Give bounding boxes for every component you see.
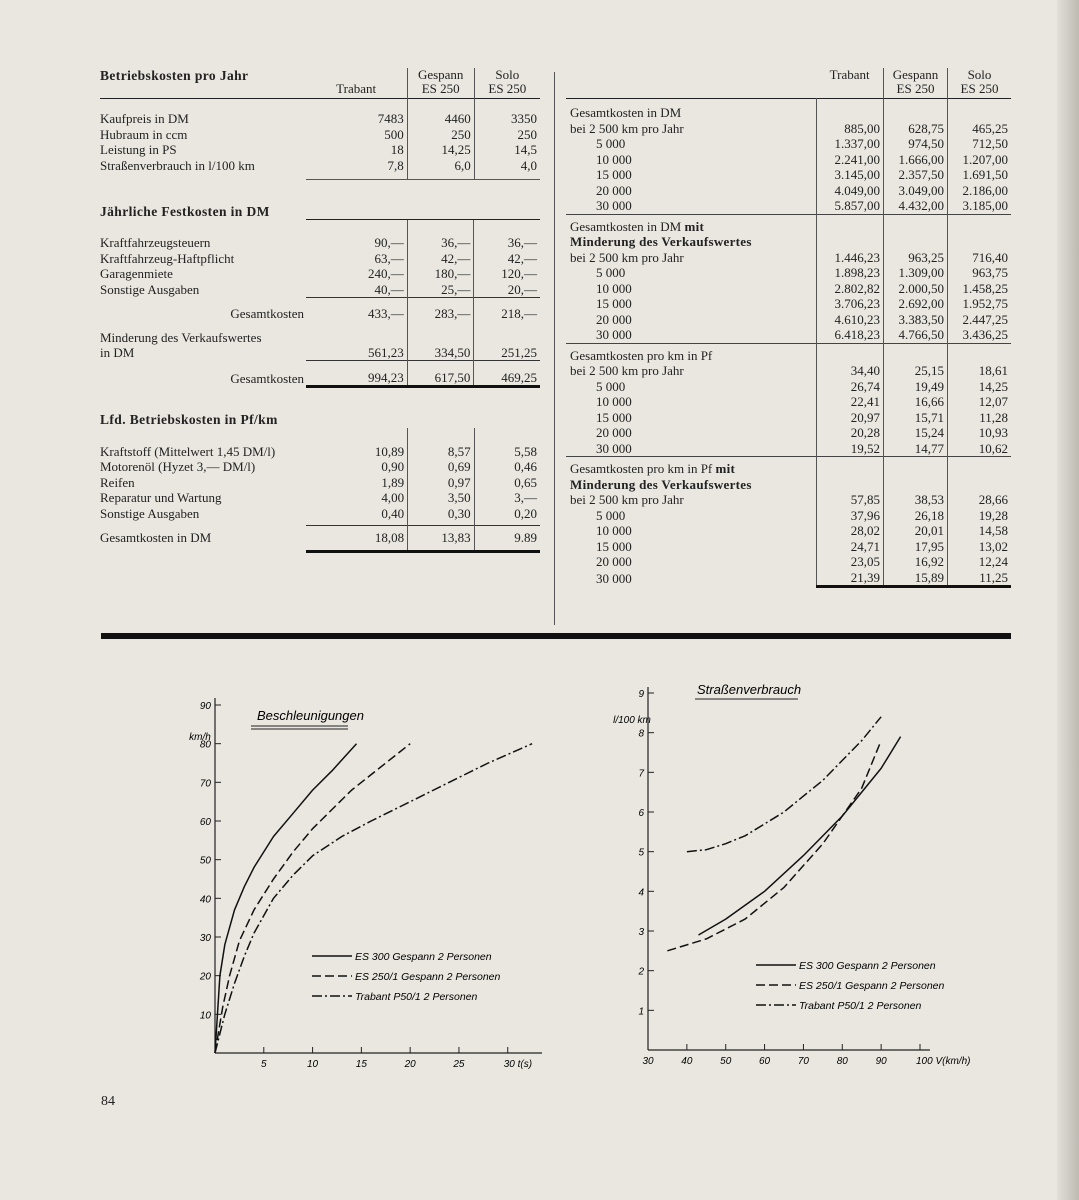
y-tick-label: 10 bbox=[199, 1010, 211, 1022]
x-tick-label: 30 t(s) bbox=[503, 1059, 533, 1070]
km-row-label: 5 000 bbox=[596, 378, 626, 394]
legend-entry: ES 250/1 Gespann 2 Personen bbox=[355, 971, 501, 983]
km-row-value: 3.383,50 bbox=[884, 312, 948, 328]
km-row-value: 974,50 bbox=[884, 136, 948, 152]
betriebskosten-table bbox=[100, 68, 540, 180]
table-row bbox=[566, 492, 1011, 508]
series-line bbox=[215, 744, 357, 1053]
y-tick-label: 4 bbox=[638, 887, 644, 899]
section-divider-bar bbox=[101, 633, 1011, 639]
km-row-value: 18,61 bbox=[948, 363, 1012, 379]
y-tick-label: 30 bbox=[199, 933, 211, 944]
km-row-value: 21,39 bbox=[816, 570, 883, 587]
km-row-value: 4.766,50 bbox=[884, 327, 948, 343]
cost-row-value: 25,— bbox=[407, 282, 474, 298]
table-row bbox=[100, 111, 540, 127]
header-gespann: Gespann ES 250 bbox=[407, 68, 474, 99]
x-tick-label: 80 bbox=[836, 1056, 848, 1067]
block-title-row bbox=[566, 457, 1011, 493]
minderung-trabant: 561,23 bbox=[368, 344, 404, 360]
block-title-row bbox=[566, 343, 1011, 363]
y-tick-label: 20 bbox=[199, 971, 211, 983]
x-tick-label: 50 bbox=[720, 1056, 732, 1067]
legend-entry: ES 250/1 Gespann 2 Personen bbox=[799, 980, 945, 992]
cost-row-value: 0,90 bbox=[381, 459, 405, 474]
km-row-value: 13,02 bbox=[948, 539, 1012, 555]
km-row-value: 23,05 bbox=[816, 554, 883, 570]
cost-row-label: Kraftfahrzeugsteuern bbox=[100, 235, 211, 250]
cost-row-value: 0,97 bbox=[408, 475, 475, 491]
km-row-value: 1.309,00 bbox=[884, 265, 948, 281]
left-cost-tables bbox=[100, 68, 540, 553]
cost-row-label: Leistung in PS bbox=[100, 142, 177, 157]
km-row-value: 1.446,23 bbox=[816, 250, 883, 266]
km-row-value: 6.418,23 bbox=[816, 327, 883, 343]
km-row-value: 19,28 bbox=[948, 508, 1012, 524]
km-row-value: 26,18 bbox=[884, 508, 948, 524]
km-row-value: 15,71 bbox=[884, 410, 948, 426]
chart1-title: Beschleunigungen bbox=[257, 708, 364, 723]
km-row-value: 28,66 bbox=[948, 492, 1012, 508]
km-row-value: 2.692,00 bbox=[884, 296, 948, 312]
km-row-value: 15,89 bbox=[884, 570, 948, 587]
cost-row-label: Straßenverbrauch in l/100 km bbox=[100, 157, 255, 173]
km-row-value: 17,95 bbox=[884, 539, 948, 555]
km-row-label: 10 000 bbox=[596, 280, 632, 296]
cost-row-value: 10,89 bbox=[374, 443, 405, 459]
cost-row-value: 4460 bbox=[407, 111, 474, 127]
km-row-value: 14,58 bbox=[948, 523, 1012, 539]
cost-row-value: 3,50 bbox=[408, 490, 475, 506]
cost-row-value: 7,8 bbox=[387, 157, 404, 173]
series-line bbox=[215, 744, 532, 1053]
header-trabant: Trabant bbox=[336, 81, 377, 96]
km-row-value: 4.610,23 bbox=[816, 312, 883, 328]
km-row-value: 1.691,50 bbox=[948, 167, 1012, 183]
cost-row-label: Hubraum in ccm bbox=[100, 126, 188, 142]
km-row-value: 16,92 bbox=[884, 554, 948, 570]
cost-row-label: Motorenöl (Hyzet 3,— DM/l) bbox=[100, 459, 256, 474]
table-row bbox=[566, 363, 1011, 379]
km-row-value: 25,15 bbox=[884, 363, 948, 379]
km-row-value: 37,96 bbox=[816, 508, 883, 524]
km-row-label: 15 000 bbox=[596, 296, 632, 311]
km-row-value: 1.458,25 bbox=[948, 281, 1012, 297]
table-row bbox=[100, 490, 540, 506]
cost-row-value: 8,57 bbox=[408, 444, 475, 460]
km-row-label: 10 000 bbox=[596, 523, 632, 538]
cost-row-value: 0,69 bbox=[408, 459, 475, 475]
km-row-value: 2.357,50 bbox=[884, 167, 948, 183]
km-row-value: 4.432,00 bbox=[884, 198, 948, 214]
table-row bbox=[566, 539, 1011, 555]
km-row-value: 38,53 bbox=[884, 492, 948, 508]
y-tick-label: 5 bbox=[638, 847, 644, 859]
cost-row-label: Sonstige Ausgaben bbox=[100, 282, 200, 297]
cost-row-value: 3350 bbox=[474, 111, 540, 127]
minderung-label: Minderung des Verkaufswertes in DM bbox=[100, 329, 262, 360]
km-row-label: 15 000 bbox=[596, 167, 632, 182]
series-line bbox=[687, 717, 881, 852]
km-row-label: 15 000 bbox=[596, 538, 632, 554]
festkosten-table bbox=[100, 204, 540, 389]
km-row-label: bei 2 500 km pro Jahr bbox=[570, 120, 684, 136]
cost-row-value: 4,0 bbox=[474, 158, 540, 174]
block-title: Gesamtkosten pro km in Pf bbox=[566, 343, 816, 363]
km-row-value: 15,24 bbox=[884, 425, 948, 441]
x-tick-label: 90 bbox=[875, 1056, 887, 1067]
km-row-value: 16,66 bbox=[884, 394, 948, 410]
y-tick-label: 8 bbox=[638, 728, 644, 740]
km-row-label: 5 000 bbox=[596, 136, 626, 151]
cost-row-value: 4,00 bbox=[381, 490, 405, 505]
km-row-label: 30 000 bbox=[596, 571, 632, 586]
strassenverbrauch-chart bbox=[610, 675, 1010, 1080]
cost-row-label: Kraftfahrzeug-Haftpflicht bbox=[100, 250, 235, 266]
cost-row-label: Kaufpreis in DM bbox=[100, 111, 189, 126]
cost-row-value: 18 bbox=[390, 142, 404, 157]
cost-row-value: 500 bbox=[384, 126, 404, 142]
km-row-value: 2.186,00 bbox=[948, 183, 1012, 199]
table-row bbox=[566, 312, 1011, 328]
table-row bbox=[566, 281, 1011, 297]
minderung-solo: 251,25 bbox=[474, 330, 540, 361]
table-row bbox=[566, 410, 1011, 426]
km-row-value: 2.802,82 bbox=[816, 281, 883, 297]
table-row bbox=[100, 475, 540, 491]
km-row-value: 19,52 bbox=[816, 441, 883, 457]
km-row-label: 15 000 bbox=[596, 409, 632, 425]
cost-row-value: 40,— bbox=[374, 281, 404, 297]
right-header-gespann: Gespann ES 250 bbox=[884, 68, 948, 99]
cost-row-label: Kraftstoff (Mittelwert 1,45 DM/l) bbox=[100, 443, 276, 459]
km-row-value: 1.337,00 bbox=[816, 136, 883, 152]
y-tick-label: 60 bbox=[199, 817, 211, 828]
cost-row-value: 0,46 bbox=[474, 459, 540, 475]
km-row-value: 20,97 bbox=[816, 410, 883, 426]
y-tick-label: 2 bbox=[638, 966, 644, 978]
table-row bbox=[100, 251, 540, 267]
festkosten-total-gespann: 283,— bbox=[407, 298, 474, 322]
table-row bbox=[566, 265, 1011, 281]
km-row-label: 10 000 bbox=[596, 394, 632, 409]
km-row-label: 20 000 bbox=[596, 182, 632, 198]
cost-row-value: 42,— bbox=[407, 251, 474, 267]
lfd-total-gespann: 13,83 bbox=[408, 525, 475, 551]
km-row-value: 19,49 bbox=[884, 379, 948, 395]
table-row bbox=[566, 136, 1011, 152]
series-line bbox=[699, 737, 901, 935]
sec1-title: Betriebskosten pro Jahr bbox=[100, 68, 249, 83]
table-row bbox=[566, 508, 1011, 524]
cost-row-value: 0,65 bbox=[474, 475, 540, 491]
km-row-value: 10,62 bbox=[948, 441, 1012, 457]
km-row-value: 3.706,23 bbox=[816, 296, 883, 312]
cost-row-value: 120,— bbox=[474, 266, 540, 282]
cost-row-value: 0,20 bbox=[474, 506, 540, 522]
block-title-row bbox=[566, 214, 1011, 250]
km-row-value: 11,25 bbox=[948, 570, 1012, 587]
cost-row-value: 250 bbox=[474, 127, 540, 143]
cost-row-value: 63,— bbox=[374, 250, 404, 266]
km-row-value: 716,40 bbox=[948, 250, 1012, 266]
table-row bbox=[100, 444, 540, 460]
table-row bbox=[100, 127, 540, 143]
table-row bbox=[566, 198, 1011, 214]
festkosten-total-trabant: 433,— bbox=[306, 298, 407, 322]
km-row-value: 885,00 bbox=[816, 121, 883, 137]
table-row bbox=[566, 152, 1011, 168]
lfd-total-trabant: 18,08 bbox=[306, 525, 408, 551]
x-tick-label: 40 bbox=[681, 1056, 693, 1067]
block-title: Gesamtkosten in DM mit Minderung des Verkaufswertes bbox=[566, 214, 816, 250]
right-header-solo: Solo ES 250 bbox=[948, 68, 1012, 99]
table-row bbox=[566, 394, 1011, 410]
km-row-value: 3.049,00 bbox=[884, 183, 948, 199]
km-row-label: bei 2 500 km pro Jahr bbox=[570, 363, 684, 378]
km-row-label: 10 000 bbox=[596, 151, 632, 167]
y-tick-label: 1 bbox=[638, 1006, 644, 1018]
table-row bbox=[566, 379, 1011, 395]
right-cost-tables bbox=[566, 68, 1011, 588]
km-row-value: 12,07 bbox=[948, 394, 1012, 410]
table-row bbox=[566, 554, 1011, 570]
cost-row-value: 14,5 bbox=[474, 142, 540, 158]
sec2-title: Jährliche Festkosten in DM bbox=[100, 203, 270, 219]
km-row-value: 963,25 bbox=[884, 250, 948, 266]
km-row-value: 5.857,00 bbox=[816, 198, 883, 214]
table-row bbox=[566, 296, 1011, 312]
y-tick-label: 90 bbox=[199, 701, 211, 712]
y-axis-label: km/h bbox=[189, 732, 211, 743]
km-row-label: 20 000 bbox=[596, 425, 632, 440]
lfd-total-label: Gesamtkosten in DM bbox=[100, 530, 212, 546]
table-row bbox=[566, 441, 1011, 457]
km-row-value: 20,28 bbox=[816, 425, 883, 441]
y-tick-label: 80 bbox=[199, 739, 211, 751]
cost-row-value: 240,— bbox=[368, 266, 404, 281]
cost-row-value: 5,58 bbox=[474, 444, 540, 460]
column-separator bbox=[554, 72, 555, 625]
x-tick-label: 60 bbox=[759, 1056, 771, 1067]
gesamt-total-solo: 469,25 bbox=[474, 361, 540, 387]
km-row-label: 30 000 bbox=[596, 327, 632, 342]
km-row-value: 3.145,00 bbox=[816, 167, 883, 183]
km-row-label: 5 000 bbox=[596, 507, 626, 523]
cost-row-value: 0,40 bbox=[381, 505, 405, 521]
km-row-value: 12,24 bbox=[948, 554, 1012, 570]
table-row bbox=[566, 121, 1011, 137]
km-row-label: 30 000 bbox=[596, 198, 632, 213]
minderung-gespann: 334,50 bbox=[407, 330, 474, 361]
block-title: Gesamtkosten in DM bbox=[570, 105, 682, 120]
km-row-label: 5 000 bbox=[596, 265, 626, 280]
gesamt-total-trabant: 994,23 bbox=[306, 361, 407, 387]
x-tick-label: 25 bbox=[453, 1059, 465, 1070]
paper-edge-shadow bbox=[1057, 0, 1079, 1200]
km-row-label: 20 000 bbox=[596, 554, 632, 569]
cost-row-value: 6,0 bbox=[407, 158, 474, 174]
festkosten-total-label: Gesamtkosten bbox=[230, 306, 305, 321]
cost-row-value: 1,89 bbox=[381, 474, 405, 490]
table-row bbox=[566, 250, 1011, 266]
table-row bbox=[566, 327, 1011, 343]
gesamt-total-gespann: 617,50 bbox=[407, 361, 474, 387]
cost-row-label: Sonstige Ausgaben bbox=[100, 505, 200, 521]
km-row-value: 2.000,50 bbox=[884, 281, 948, 297]
table-row bbox=[100, 142, 540, 158]
x-tick-label: 15 bbox=[355, 1059, 367, 1070]
gesamtkosten-table bbox=[566, 68, 1011, 588]
y-tick-label: 6 bbox=[638, 808, 644, 819]
series-line bbox=[667, 741, 881, 951]
block-title-row bbox=[566, 99, 1011, 121]
block-title: Gesamtkosten pro km in Pf mit Minderung des Verkaufswertes bbox=[566, 457, 816, 493]
cost-row-value: 20,— bbox=[474, 282, 540, 298]
km-row-value: 24,71 bbox=[816, 539, 883, 555]
table-row bbox=[100, 266, 540, 282]
km-row-value: 1.898,23 bbox=[816, 265, 883, 281]
km-row-value: 3.185,00 bbox=[948, 198, 1012, 214]
table-row bbox=[100, 459, 540, 475]
km-row-value: 20,01 bbox=[884, 523, 948, 539]
cost-row-value: 14,25 bbox=[407, 142, 474, 158]
festkosten-total-solo: 218,— bbox=[474, 298, 540, 322]
x-tick-label: 30 bbox=[642, 1056, 654, 1067]
cost-row-label: Reifen bbox=[100, 474, 135, 490]
cost-row-label: Garagenmiete bbox=[100, 266, 173, 281]
km-row-value: 628,75 bbox=[884, 121, 948, 137]
km-row-value: 34,40 bbox=[816, 363, 883, 379]
cost-row-value: 42,— bbox=[474, 251, 540, 267]
cost-row-value: 180,— bbox=[407, 266, 474, 282]
x-tick-label: 100 V(km/h) bbox=[916, 1056, 971, 1067]
table-row bbox=[566, 523, 1011, 539]
y-tick-label: 50 bbox=[199, 855, 211, 867]
km-row-value: 465,25 bbox=[948, 121, 1012, 137]
table-row bbox=[100, 235, 540, 251]
legend-entry: Trabant P50/1 2 Personen bbox=[355, 991, 478, 1003]
table-row bbox=[566, 425, 1011, 441]
km-row-value: 963,75 bbox=[948, 265, 1012, 281]
km-row-value: 1.666,00 bbox=[884, 152, 948, 168]
km-row-value: 1.952,75 bbox=[948, 296, 1012, 312]
km-row-value: 1.207,00 bbox=[948, 152, 1012, 168]
y-tick-label: 3 bbox=[638, 927, 644, 938]
cost-row-value: 36,— bbox=[474, 235, 540, 251]
right-header-trabant: Trabant bbox=[829, 67, 870, 82]
gesamt-total-label: Gesamtkosten bbox=[230, 371, 305, 386]
legend-entry: ES 300 Gespann 2 Personen bbox=[355, 951, 492, 963]
km-row-value: 10,93 bbox=[948, 425, 1012, 441]
table-row bbox=[100, 282, 540, 298]
cost-row-value: 36,— bbox=[407, 235, 474, 251]
lfd-betriebskosten-table bbox=[100, 412, 540, 553]
y-tick-label: 9 bbox=[638, 689, 644, 700]
km-row-value: 11,28 bbox=[948, 410, 1012, 426]
table-row bbox=[566, 167, 1011, 183]
legend-entry: ES 300 Gespann 2 Personen bbox=[799, 960, 936, 972]
km-row-label: 30 000 bbox=[596, 440, 632, 456]
cost-row-value: 0,30 bbox=[408, 506, 475, 522]
km-row-value: 26,74 bbox=[816, 379, 883, 395]
lfd-total-solo: 9.89 bbox=[474, 525, 540, 551]
km-row-value: 712,50 bbox=[948, 136, 1012, 152]
km-row-value: 3.436,25 bbox=[948, 327, 1012, 343]
km-row-label: 20 000 bbox=[596, 311, 632, 327]
cost-row-value: 3,— bbox=[474, 490, 540, 506]
beschleunigungen-chart bbox=[180, 680, 560, 1080]
y-tick-label: 7 bbox=[638, 768, 644, 780]
cost-row-value: 7483 bbox=[377, 111, 404, 126]
chart2-title: Straßenverbrauch bbox=[697, 682, 802, 697]
table-row bbox=[100, 158, 540, 174]
x-tick-label: 10 bbox=[307, 1059, 319, 1070]
legend-entry: Trabant P50/1 2 Personen bbox=[799, 1000, 922, 1012]
km-row-value: 57,85 bbox=[816, 492, 883, 508]
cost-row-value: 90,— bbox=[374, 235, 404, 250]
cost-row-label: Reparatur und Wartung bbox=[100, 490, 222, 505]
y-axis-label: l/100 km bbox=[613, 715, 651, 726]
header-solo: Solo ES 250 bbox=[474, 68, 540, 99]
y-tick-label: 70 bbox=[199, 778, 211, 790]
km-row-label: bei 2 500 km pro Jahr bbox=[570, 249, 684, 265]
y-tick-label: 40 bbox=[199, 894, 211, 906]
km-row-value: 14,25 bbox=[948, 379, 1012, 395]
km-row-label: bei 2 500 km pro Jahr bbox=[570, 492, 684, 507]
x-tick-label: 5 bbox=[261, 1059, 267, 1070]
x-tick-label: 70 bbox=[797, 1056, 809, 1067]
km-row-value: 2.447,25 bbox=[948, 312, 1012, 328]
cost-row-value: 250 bbox=[407, 127, 474, 143]
km-row-value: 14,77 bbox=[884, 441, 948, 457]
page-number: 84 bbox=[101, 1094, 115, 1109]
x-tick-label: 20 bbox=[404, 1059, 416, 1070]
km-row-value: 2.241,00 bbox=[816, 152, 883, 168]
table-row bbox=[100, 506, 540, 522]
table-row bbox=[566, 570, 1011, 587]
km-row-value: 28,02 bbox=[816, 523, 883, 539]
table-row bbox=[566, 183, 1011, 199]
km-row-value: 4.049,00 bbox=[816, 183, 883, 199]
km-row-value: 22,41 bbox=[816, 394, 883, 410]
sec3-title: Lfd. Betriebskosten in Pf/km bbox=[100, 412, 278, 427]
